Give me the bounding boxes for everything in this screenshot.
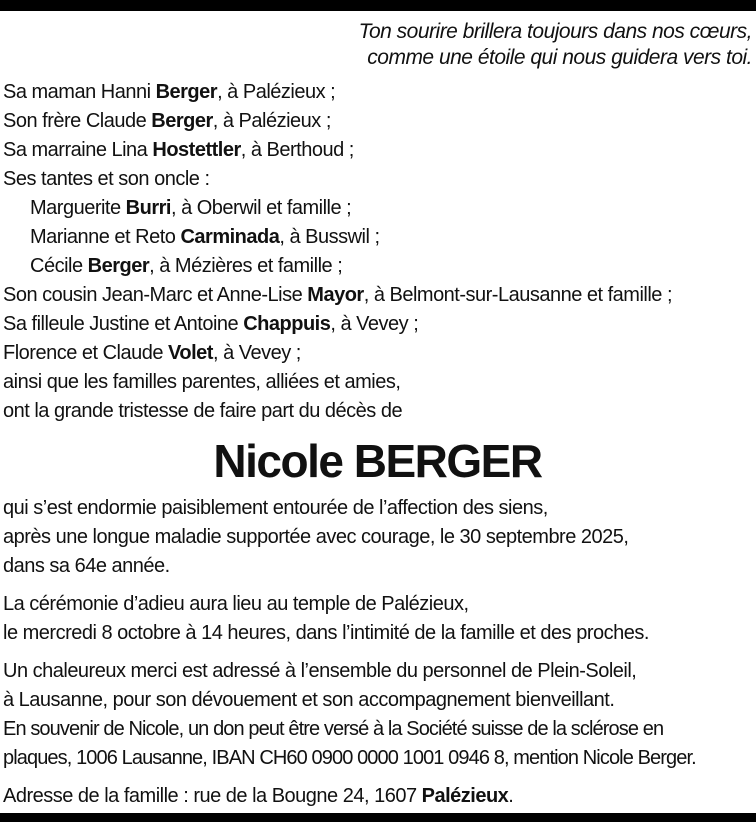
ceremony-line: La cérémonie d’adieu aura lieu au temple de Palézieux,: [3, 593, 469, 615]
family-name: Mayor: [307, 284, 364, 306]
death-line: après une longue maladie supportée avec courage, le 30 septembre 2025,: [3, 526, 629, 548]
deceased-name: Nicole BERGER: [213, 435, 542, 487]
ceremony-line: le mercredi 8 octobre à 14 heures, dans l’intimité de la famille et des proches.: [3, 622, 649, 644]
family-line-text: ont la grande tristesse de faire part du décès de: [3, 400, 403, 422]
notice-content: [0, 11, 756, 813]
family-address-place: Palézieux: [421, 785, 509, 807]
family-line-text: Ses tantes et son oncle :: [3, 168, 210, 190]
family-line-text: , à Berthoud ;: [240, 139, 354, 161]
family-line-text: ainsi que les familles parentes, alliées et amies,: [3, 371, 401, 393]
family-line-aunts-header: [3, 165, 752, 194]
family-line-text: , à Busswil ;: [279, 226, 380, 248]
family-line-godmother: [3, 136, 752, 165]
epigraph-line: comme une étoile qui nous guidera vers toi.: [367, 46, 752, 69]
family-line-aunt: [3, 252, 752, 281]
family-list: [3, 78, 752, 426]
family-line-text: Sa marraine Lina: [3, 139, 153, 161]
epigraph-quote: [3, 19, 752, 71]
family-name: Burri: [125, 197, 171, 219]
family-line-text: Son cousin Jean-Marc et Anne-Lise: [3, 284, 308, 306]
family-line-announce: [3, 397, 752, 426]
family-address-line: [3, 782, 752, 811]
epigraph-line: Ton sourire brillera toujours dans nos cœurs,: [358, 20, 752, 43]
family-line-text: Florence et Claude: [3, 342, 169, 364]
family-line-text: , à Palézieux ;: [212, 110, 331, 132]
family-line-text: , à Palézieux ;: [217, 81, 336, 103]
family-line-text: Marguerite: [30, 197, 126, 219]
top-border-bar: [0, 0, 756, 11]
family-address: [3, 782, 752, 811]
family-name: Berger: [87, 255, 150, 277]
ceremony-paragraph: [3, 590, 752, 648]
death-paragraph: [3, 494, 752, 581]
thanks-line: Un chaleureux merci est adressé à l’ensemble du personnel de Plein-Soleil,: [3, 660, 637, 682]
family-name: Berger: [155, 81, 218, 103]
family-line-cousin: [3, 281, 752, 310]
family-line-mother: [3, 78, 752, 107]
family-name: Hostettler: [152, 139, 241, 161]
family-line-text: Cécile: [30, 255, 88, 277]
family-line-friends: [3, 339, 752, 368]
thanks-line: à Lausanne, pour son dévouement et son accompagnement bienveillant.: [3, 689, 615, 711]
bottom-border-bar: [0, 813, 756, 822]
death-line: dans sa 64e année.: [3, 555, 170, 577]
family-name: Chappuis: [243, 313, 331, 335]
family-line-aunt: [3, 194, 752, 223]
family-line-text: Sa maman Hanni: [3, 81, 156, 103]
family-line-text: , à Vevey ;: [212, 342, 301, 364]
family-line-aunt: [3, 223, 752, 252]
family-line-text: , à Belmont-sur-Lausanne et famille ;: [363, 284, 673, 306]
family-line-text: Son frère Claude: [3, 110, 152, 132]
thanks-paragraph: [3, 657, 752, 773]
family-line-relatives: [3, 368, 752, 397]
family-line-text: Marianne et Reto: [30, 226, 181, 248]
family-line-text: Sa filleule Justine et Antoine: [3, 313, 244, 335]
family-name: Volet: [168, 342, 213, 364]
family-line-text: , à Mézières et famille ;: [149, 255, 343, 277]
family-address-text: Adresse de la famille : rue de la Bougne 24, 1607: [3, 785, 422, 807]
family-line-brother: [3, 107, 752, 136]
family-line-text: , à Oberwil et famille ;: [170, 197, 352, 219]
family-line-goddaughter: [3, 310, 752, 339]
donation-iban-line: plaques, 1006 Lausanne, IBAN CH60 0900 0000 1001 0946 8, mention Nicole Berger.: [3, 747, 696, 769]
family-line-text: , à Vevey ;: [330, 313, 419, 335]
family-name: Berger: [151, 110, 213, 132]
donation-line: En souvenir de Nicole, un don peut être versé à la Société suisse de la sclérose en: [3, 718, 664, 740]
family-address-text: .: [508, 785, 514, 807]
family-name: Carminada: [180, 226, 280, 248]
death-line: qui s’est endormie paisiblement entourée de l’affection des siens,: [3, 497, 548, 519]
